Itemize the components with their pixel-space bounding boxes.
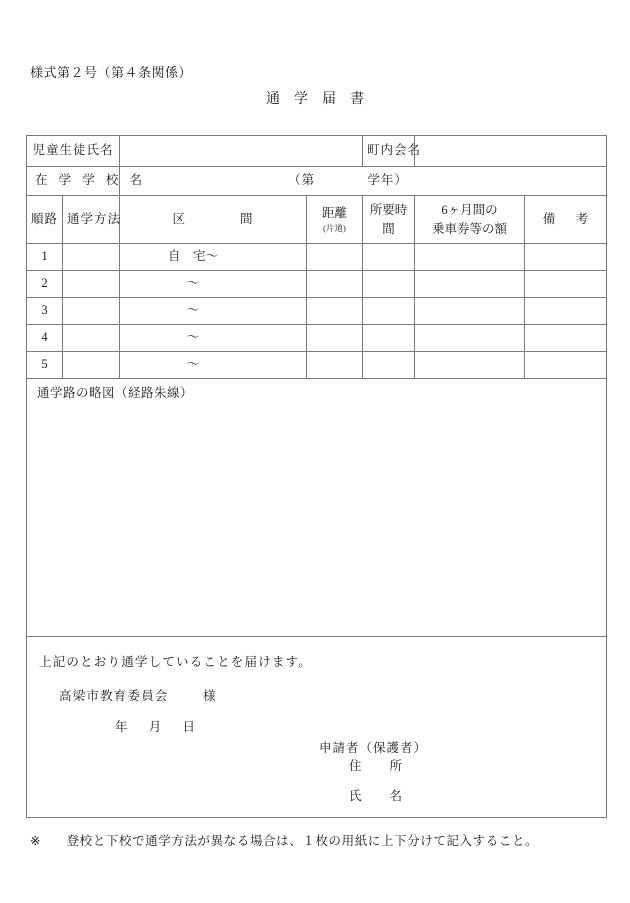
route-time-field[interactable] xyxy=(363,325,415,352)
route-distance-field[interactable] xyxy=(307,325,363,352)
route-map-label: 通学路の略図（経路朱線） xyxy=(37,386,194,400)
declaration-addressee: 高梁市教育委員会 xyxy=(59,689,169,703)
route-no: 3 xyxy=(27,298,63,325)
route-time-field[interactable] xyxy=(363,298,415,325)
route-method-field[interactable] xyxy=(63,352,120,379)
table-row xyxy=(27,298,607,325)
route-distance-field[interactable] xyxy=(307,244,363,271)
student-name-field[interactable] xyxy=(120,136,363,167)
route-no: 1 xyxy=(27,244,63,271)
footnote xyxy=(30,831,538,849)
table-row xyxy=(27,352,607,379)
school-label: 在 学 学 校 名 xyxy=(27,167,120,196)
route-no: 4 xyxy=(27,325,63,352)
col-header-time-line1: 所要時 xyxy=(369,203,408,218)
date-day-label: 日 xyxy=(182,720,197,734)
table-row xyxy=(27,325,607,352)
route-column-header-row xyxy=(27,196,607,244)
applicant-name-label: 氏 名 xyxy=(349,789,404,803)
declaration-addressee-line xyxy=(59,689,217,705)
notification-form-table xyxy=(26,135,607,818)
neighborhood-assoc-label: 町内会名 xyxy=(363,136,415,167)
col-header-distance xyxy=(307,196,363,244)
route-remarks-field[interactable] xyxy=(525,271,607,298)
grade-prefix: （第 xyxy=(288,173,316,188)
route-remarks-field[interactable] xyxy=(525,325,607,352)
school-field[interactable] xyxy=(120,167,607,196)
map-row xyxy=(27,379,607,637)
route-time-field[interactable] xyxy=(363,352,415,379)
route-map-area[interactable] xyxy=(27,379,607,637)
route-fare-field[interactable] xyxy=(415,352,525,379)
student-name-label: 児童生徒氏名 xyxy=(27,136,120,167)
page-title: 通学届書 xyxy=(266,92,378,107)
form-number: 様式第２号（第４条関係） xyxy=(30,65,193,80)
table-row xyxy=(27,271,607,298)
neighborhood-assoc-field[interactable] xyxy=(415,136,607,167)
declaration-statement: 上記のとおり通学していることを届けます。 xyxy=(39,655,313,669)
footnote-text: 登校と下校で通学方法が異なる場合は、１枚の用紙に上下分けて記入すること。 xyxy=(66,834,539,848)
route-method-field[interactable] xyxy=(63,271,120,298)
col-header-order: 順路 xyxy=(27,196,63,244)
col-header-section: 区 間 xyxy=(120,196,307,244)
route-method-field[interactable] xyxy=(63,244,120,271)
applicant-label: 申請者（保護者） xyxy=(319,741,428,755)
footnote-mark-icon: ※ xyxy=(30,834,42,848)
route-section-field[interactable]: 自 宅〜 xyxy=(120,244,307,271)
school-row xyxy=(27,167,607,196)
route-distance-field[interactable] xyxy=(307,298,363,325)
route-remarks-field[interactable] xyxy=(525,244,607,271)
route-method-field[interactable] xyxy=(63,298,120,325)
route-no: 5 xyxy=(27,352,63,379)
col-header-fare-line1: 6ヶ月間の xyxy=(441,203,498,218)
applicant-address-line[interactable] xyxy=(349,759,423,775)
student-identity-row xyxy=(27,136,607,167)
col-header-remarks: 備 考 xyxy=(525,196,607,244)
route-section-field[interactable]: 〜 xyxy=(120,298,307,325)
applicant-address-label: 住 所 xyxy=(349,759,404,773)
declaration-honorific: 様 xyxy=(202,689,217,703)
route-fare-field[interactable] xyxy=(415,298,525,325)
route-distance-field[interactable] xyxy=(307,271,363,298)
route-section-field[interactable]: 〜 xyxy=(120,352,307,379)
date-month-label: 月 xyxy=(148,720,163,734)
grade-suffix: 学年） xyxy=(367,173,408,188)
route-remarks-field[interactable] xyxy=(525,352,607,379)
applicant-name-line[interactable] xyxy=(349,789,423,805)
route-time-field[interactable] xyxy=(363,271,415,298)
date-year-label: 年 xyxy=(115,720,129,734)
col-header-fare xyxy=(415,196,525,244)
col-header-time xyxy=(363,196,415,244)
col-header-time-line2: 間 xyxy=(382,221,395,236)
route-section-field[interactable]: 〜 xyxy=(120,325,307,352)
col-header-fare-line2: 乗車券等の額 xyxy=(432,221,508,236)
route-time-field[interactable] xyxy=(363,244,415,271)
table-row xyxy=(27,244,607,271)
col-header-method: 通学方法 xyxy=(63,196,120,244)
route-remarks-field[interactable] xyxy=(525,298,607,325)
route-fare-field[interactable] xyxy=(415,271,525,298)
col-header-distance-sub: (片道) xyxy=(323,223,346,234)
route-fare-field[interactable] xyxy=(415,244,525,271)
route-section-field[interactable]: 〜 xyxy=(120,271,307,298)
col-header-distance-main: 距離 xyxy=(322,206,348,221)
declaration-area xyxy=(27,637,607,818)
route-no: 2 xyxy=(27,271,63,298)
route-fare-field[interactable] xyxy=(415,325,525,352)
route-distance-field[interactable] xyxy=(307,352,363,379)
declaration-date-line[interactable] xyxy=(115,720,196,736)
route-method-field[interactable] xyxy=(63,325,120,352)
declaration-row xyxy=(27,637,607,818)
